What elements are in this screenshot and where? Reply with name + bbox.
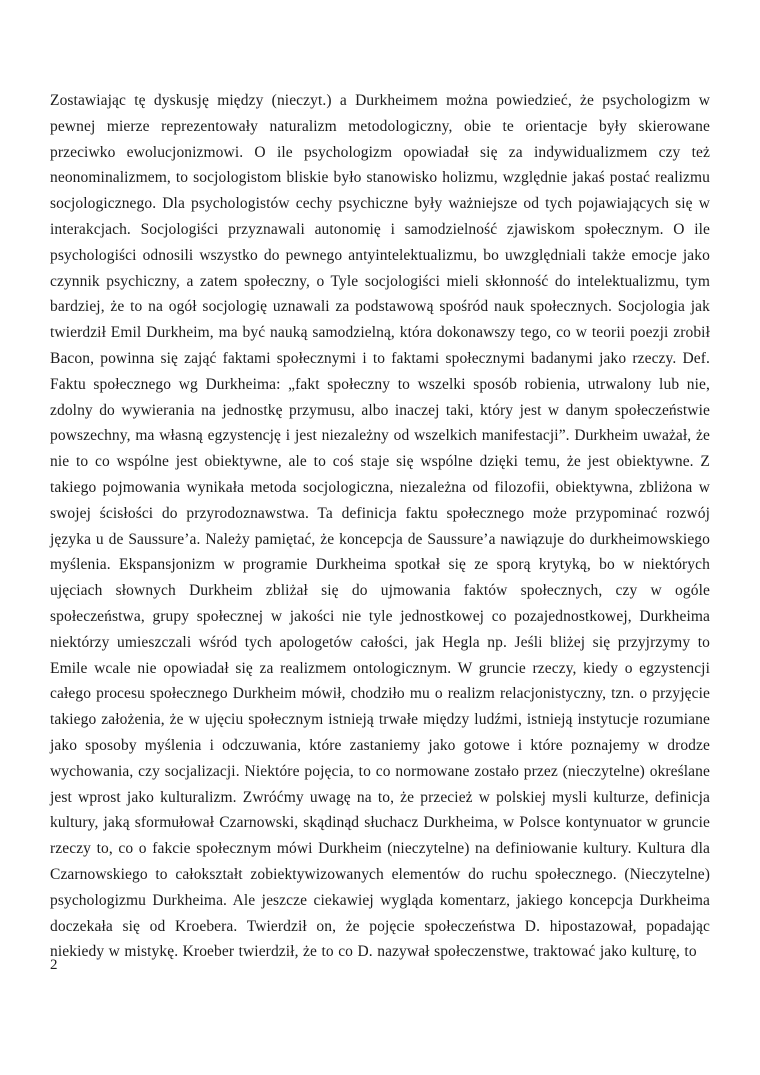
body-paragraph: Zostawiając tę dyskusję między (nieczyt.) a Durkheimem można powiedzieć, że psychologizm w pewnej mierze reprezentowały naturalizm metodologiczny, obie te orientacje były skierowane przeciwko ewolucjonizmowi. O ile psychologizm opowiadał się za indywidualizmem czy też neonominalizmem, to socjologistom bliskie było stanowisko holizmu, względnie jakaś postać realizmu socjologicznego. Dla psychologistów cechy psychiczne były ważniejsze od tych pojawiających się w interakcjach. Socjologiści przyznawali autonomię i samodzielność zjawiskom społecznym. O ile psychologiści odnosili wszystko do pewnego antyintelektualizmu, bo uwzględniali także emocje jako czynnik psychiczny, a zatem społeczny, o Tyle socjologiści mieli skłonność do intelektualizmu, tym bardziej, że to na ogół socjologię uznawali za podstawową spośród nauk społecznych. Socjologia jak twierdził Emil Durkheim, ma być nauką samodzielną, która dokonawszy tego, co w teorii poezji zrobił Bacon, powinna się zająć faktami społecznymi i to faktami społecznymi badanymi jako rzeczy. Def. Faktu społecznego wg Durkheima: „fakt społeczny to wszelki sposób robienia, utrwalony lub nie, zdolny do wywierania na jednostkę przymusu, albo inaczej taki, który jest w danym społeczeństwie powszechny, ma własną egzystencję i jest niezależny od wszelkich manifestacji”. Durkheim uważał, że nie to co wspólne jest obiektywne, ale to coś staje się wspólne dzięki temu, że jest obiektywne. Z takiego pojmowania wynikała metoda socjologiczna, niezależna od filozofii, obiektywna, zbliżona w swojej ścisłości do przyrodoznawstwa. Ta definicja faktu społecznego może przypominać rozwój języka u de Saussure’a. Należy pamiętać, że koncepcja de Saussure’a nawiązuje do durkheimowskiego myślenia. Ekspansjonizm w programie Durkheima spotkał się ze sporą krytyką, bo w niektórych ujęciach słownych Durkheim zbliżał się do ujmowania faktów społecznych, czy w ogóle społeczeństwa, grupy społecznej w jakości nie tyle jednostkowej co pozajednostkowej, Durkheima niektórzy umieszczali wśród tych apologetów całości, jak Hegla np. Jeśli bliżej się przyjrzymy to Emile wcale nie opowiadał się za realizmem ontologicznym. W gruncie rzeczy, kiedy o egzystencji całego procesu społecznego Durkheim mówił, chodziło mu o realizm relacjonistyczny, tzn. o przyjęcie takiego założenia, że w ujęciu społecznym istnieją trwałe między ludźmi, istnieją instytucje rozumiane jako sposoby myślenia i odczuwania, które zastaniemy jako gotowe i które poznajemy w drodze wychowania, czy socjalizacji. Niektóre pojęcia, to co normowane zostało przez (nieczytelne) określane jest wprost jako kulturalizm. Zwróćmy uwagę na to, że przecież w polskiej mysli kulturze, definicja kultury, jaką sformułował Czarnowski, skądinąd słuchacz Durkheima, w Polsce kontynuator w gruncie rzeczy to, co o fakcie społecznym mówi Durkheim (nieczytelne) na definiowanie kultury. Kultura dla Czarnowskiego to całokształt zobiektywizowanych elementów do ruchu społecznego. (Nieczytelne) psychologizmu Durkheima. Ale jeszcze ciekawiej wygląda komentarz, jakiego koncepcja Durkheima doczekała się od Kroebera. Twierdził on, że pojęcie społeczeństwa D. hipostazował, popadając niekiedy w mistykę. Kroeber twierdził, że to co D. nazywał społeczenstwe, traktować jako kulturę, to	[50, 92, 710, 961]
page-number: 2	[50, 957, 58, 973]
